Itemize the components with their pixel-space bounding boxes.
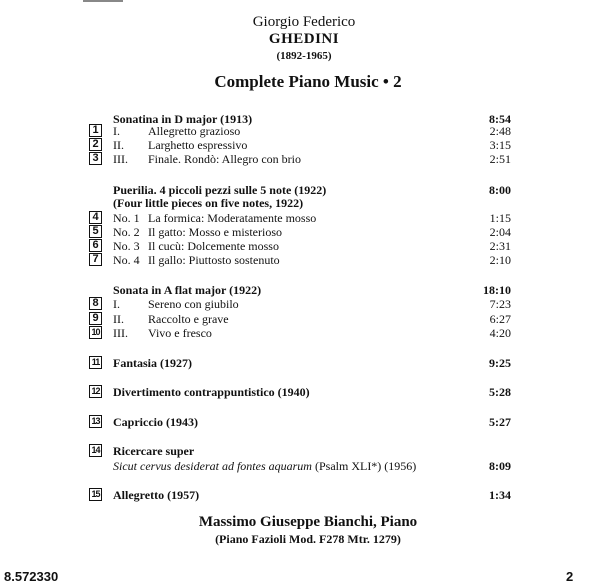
work-total-puerilia: 8:00: [489, 183, 511, 197]
ricercare-subtitle-italic: Sicut cervus desiderat ad fontes aquarum: [113, 459, 312, 473]
track-number: 5: [89, 225, 102, 238]
track-number: 11: [89, 356, 102, 369]
work-title-puerilia: Puerilia. 4 piccoli pezzi sulle 5 note (1922): [113, 183, 327, 197]
movement-label: I.: [113, 124, 120, 138]
movement-label: III.: [113, 152, 128, 166]
track-duration: 2:31: [489, 239, 511, 253]
ricercare-subtitle: [113, 459, 416, 474]
track-duration: 9:25: [489, 356, 511, 370]
performer-name: Massimo Giuseppe Bianchi, Piano: [198, 514, 418, 530]
track-number: 8: [89, 297, 102, 310]
track-number: 2: [89, 138, 102, 151]
track-duration: 7:23: [489, 297, 511, 311]
track-duration: 5:27: [489, 415, 511, 429]
track-number: 13: [89, 415, 102, 428]
track-number: 3: [89, 152, 102, 165]
work-title-ricercare: Ricercare super: [113, 444, 195, 458]
track-title: Raccolto e grave: [148, 312, 229, 326]
movement-label: II.: [113, 312, 124, 326]
movement-label: No. 4: [113, 253, 140, 267]
composer-last-name: GHEDINI: [268, 31, 340, 47]
track-title: Il gatto: Mosso e misterioso: [148, 225, 282, 239]
track-title: Il gallo: Piuttosto sostenuto: [148, 253, 280, 267]
track-duration: 2:10: [489, 253, 511, 267]
work-total-sonatina: 8:54: [489, 112, 511, 126]
track-duration: 1:34: [489, 488, 511, 502]
album-title: Complete Piano Music • 2: [214, 72, 402, 91]
track-number: 4: [89, 211, 102, 224]
track-title: Larghetto espressivo: [148, 138, 248, 152]
composer-first-name: Giorgio Federico: [252, 14, 356, 30]
track-title: Il cucù: Dolcemente mosso: [148, 239, 279, 253]
track-number: 10: [89, 326, 102, 339]
track-duration: 2:04: [489, 225, 511, 239]
track-number: 9: [89, 312, 102, 325]
track-number: 1: [89, 124, 102, 137]
track-duration: 1:15: [489, 211, 511, 225]
work-total-sonata: 18:10: [483, 283, 511, 297]
movement-label: III.: [113, 326, 128, 340]
movement-label: No. 1: [113, 211, 140, 225]
work-title-capriccio: Capriccio (1943): [113, 415, 198, 429]
performer-instrument: (Piano Fazioli Mod. F278 Mtr. 1279): [215, 532, 401, 546]
track-title: Allegretto grazioso: [148, 124, 241, 138]
top-edge-mark: [83, 0, 123, 2]
track-duration: 3:15: [489, 138, 511, 152]
work-subtitle-puerilia: (Four little pieces on five notes, 1922): [113, 196, 304, 210]
work-title-fantasia: Fantasia (1927): [113, 356, 192, 370]
work-title-sonatina: Sonatina in D major (1913): [113, 112, 253, 126]
ricercare-subtitle-rest: (Psalm XLI*) (1956): [314, 459, 417, 473]
movement-label: II.: [113, 138, 124, 152]
movement-label: No. 2: [113, 225, 140, 239]
track-duration: 6:27: [489, 312, 511, 326]
track-duration: 4:20: [489, 326, 511, 340]
movement-label: No. 3: [113, 239, 140, 253]
work-title-allegretto: Allegretto (1957): [113, 488, 200, 502]
track-title: Vivo e fresco: [148, 326, 212, 340]
catalog-number: 8.572330: [4, 569, 59, 584]
track-number: 7: [89, 253, 102, 266]
track-title: Finale. Rondò: Allegro con brio: [148, 152, 301, 166]
track-number: 15: [89, 488, 102, 501]
track-duration: 2:51: [489, 152, 511, 166]
track-duration: 8:09: [489, 459, 511, 473]
page-number: 2: [566, 569, 574, 584]
composer-dates: (1892-1965): [276, 50, 332, 62]
track-number: 12: [89, 385, 102, 398]
track-number: 6: [89, 239, 102, 252]
track-number: 14: [89, 444, 102, 457]
track-duration: 2:48: [489, 124, 511, 138]
work-title-divertimento: Divertimento contrappuntistico (1940): [113, 385, 310, 399]
track-title: La formica: Moderatamente mosso: [148, 211, 317, 225]
work-title-sonata: Sonata in A flat major (1922): [113, 283, 262, 297]
track-duration: 5:28: [489, 385, 511, 399]
movement-label: I.: [113, 297, 120, 311]
track-title: Sereno con giubilo: [148, 297, 239, 311]
